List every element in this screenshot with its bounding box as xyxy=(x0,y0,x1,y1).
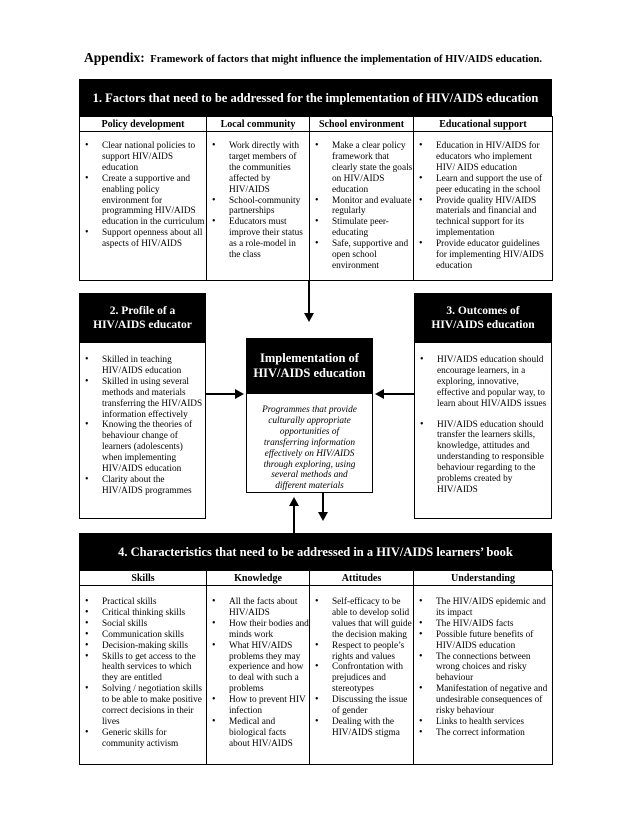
list-item: • Educators must improve their status as a role-model in the class xyxy=(207,217,309,261)
section4-col-header: Attitudes xyxy=(310,571,414,586)
section1-heading: 1. Factors that need to be addressed for the implementation of HIV/AIDS education xyxy=(79,79,552,117)
page-title xyxy=(84,50,624,66)
list-item: • Knowing the theories of behaviour change of learners (adolescents) when implementing HIV/AIDS education xyxy=(80,420,205,475)
arrow-down-shaft-2 xyxy=(322,493,324,513)
section1-col-header: School environment xyxy=(310,117,414,132)
list-item: • Clear national policies to support HIV/AIDS education xyxy=(80,141,206,174)
list-item: • Communication skills xyxy=(80,630,206,641)
section3-heading xyxy=(414,293,552,343)
list-item: • Clarity about the HIV/AIDS programmes xyxy=(80,475,205,497)
list-item: • How their bodies and minds work xyxy=(207,619,309,641)
list-item: • Provide quality HIV/AIDS materials and financial and technical support for its implementation xyxy=(414,196,552,240)
arrow-down-shaft xyxy=(308,281,310,315)
section3-heading-line1: 3. Outcomes of xyxy=(446,305,520,317)
list-item: • The connections between wrong choices and risky behaviour xyxy=(414,652,552,685)
arrow-up-shaft xyxy=(293,505,295,533)
arrow-right-head xyxy=(235,389,244,399)
section2-box xyxy=(79,342,206,519)
section4-col-knowledge xyxy=(207,586,310,765)
section4-col-header: Knowledge xyxy=(207,571,310,586)
section4-col-header: Skills xyxy=(80,571,207,586)
list-item: • Education in HIV/AIDS for educators who implement HIV/ AIDS education xyxy=(414,141,552,174)
center-heading xyxy=(246,338,373,394)
list-item: • The correct information xyxy=(414,728,552,739)
list-item: • How to prevent HIV infection xyxy=(207,695,309,717)
list-item: • Dealing with the HIV/AIDS stigma xyxy=(310,717,413,739)
list-item: • Skills to get access to the health services to which they are entitled xyxy=(80,652,206,685)
center-box xyxy=(246,393,373,493)
arrow-left-shaft xyxy=(384,393,414,395)
section1-col-community xyxy=(207,132,310,281)
list-item: • Make a clear policy framework that clearly state the goals on HIV/AIDS education xyxy=(310,141,413,196)
title-prefix: Appendix: xyxy=(84,50,145,65)
section1-col-support xyxy=(414,132,553,281)
section4-col-skills xyxy=(80,586,207,765)
section3-heading-line2: HIV/AIDS education xyxy=(431,319,535,331)
arrow-down-head-2 xyxy=(318,512,328,521)
list-item: • Provide educator guidelines for implementing HIV/AIDS education xyxy=(414,239,552,272)
section2-heading-line2: HIV/AIDS educator xyxy=(93,319,192,331)
section1-col-header: Policy development xyxy=(80,117,207,132)
list-item: • Decision-making skills xyxy=(80,641,206,652)
list-item: • Support openness about all aspects of HIV/AIDS xyxy=(80,228,206,250)
center-heading-line1: Implementation of xyxy=(260,351,359,365)
center-heading-line2: HIV/AIDS education xyxy=(253,366,366,380)
section4-col-attitudes xyxy=(310,586,414,765)
list-item: • The HIV/AIDS facts xyxy=(414,619,552,630)
list-item: • Safe, supportive and open school environment xyxy=(310,239,413,272)
list-item: • Possible future benefits of HIV/AIDS education xyxy=(414,630,552,652)
section4-col-header: Understanding xyxy=(414,571,553,586)
list-item: • The HIV/AIDS epidemic and its impact xyxy=(414,597,552,619)
list-item: • Create a supportive and enabling policy environment for programming HIV/AIDS education in the curriculum xyxy=(80,174,206,229)
list-item: • Social skills xyxy=(80,619,206,630)
list-item: • Skilled in teaching HIV/AIDS education xyxy=(80,355,205,377)
list-item: • Stimulate peer-educating xyxy=(310,217,413,239)
list-item: • Manifestation of negative and undesirable consequences of risky behaviour xyxy=(414,684,552,717)
list-item: • Respect to people’s rights and values xyxy=(310,641,413,663)
section3-box xyxy=(414,342,552,519)
section4-col-understanding xyxy=(414,586,553,765)
section4-table xyxy=(79,570,553,765)
section2-heading xyxy=(79,293,206,343)
arrow-left-head xyxy=(375,389,384,399)
list-item: • Links to health services xyxy=(414,717,552,728)
center-text: Programmes that provide culturally appropriate opportunities of transferring information effectively on HIV/AIDS through exploring, using several methods and different materials xyxy=(262,405,357,492)
list-item: • HIV/AIDS education should transfer the learners skills, knowledge, attitudes and understanding to responsible behaviour regarding to the problems created by HIV/AIDS xyxy=(415,420,551,496)
title-text: Framework of factors that might influence the implementation of HIV/AIDS education. xyxy=(150,54,542,65)
list-item: • Self-efficacy to be able to develop solid values that will guide the decision making xyxy=(310,597,413,641)
list-item: • Medical and biological facts about HIV/AIDS xyxy=(207,717,309,750)
section4-heading: 4. Characteristics that need to be addressed in a HIV/AIDS learners’ book xyxy=(79,533,552,571)
arrow-right-shaft xyxy=(206,393,236,395)
section2-heading-line1: 2. Profile of a xyxy=(109,305,176,317)
section1-table xyxy=(79,116,553,281)
list-item: • All the facts about HIV/AIDS xyxy=(207,597,309,619)
list-item: • Discussing the issue of gender xyxy=(310,695,413,717)
list-item: • Critical thinking skills xyxy=(80,608,206,619)
list-item: • Solving / negotiation skills to be able to make positive correct decisions in their lives xyxy=(80,684,206,728)
section1-col-header: Educational support xyxy=(414,117,553,132)
section1-col-school xyxy=(310,132,414,281)
list-item: • Confrontation with prejudices and stereotypes xyxy=(310,662,413,695)
list-item: • HIV/AIDS education should encourage learners, in a exploring, innovative, effective and popular way, to learn about HIV/AIDS issues xyxy=(415,355,551,410)
list-item: • School-community partnerships xyxy=(207,196,309,218)
list-item: • What HIV/AIDS problems they may experience and how to deal with such a problems xyxy=(207,641,309,696)
arrow-down-head xyxy=(304,313,314,322)
list-item: • Practical skills xyxy=(80,597,206,608)
list-item: • Learn and support the use of peer educating in the school xyxy=(414,174,552,196)
list-item: • Skilled in using several methods and materials transferring the HIV/AIDS information effectively xyxy=(80,377,205,421)
list-item: • Monitor and evaluate regularly xyxy=(310,196,413,218)
list-item: • Generic skills for community activism xyxy=(80,728,206,750)
section1-col-policy xyxy=(80,132,207,281)
section1-col-header: Local community xyxy=(207,117,310,132)
list-item: • Work directly with target members of the communities affected by HIV/AIDS xyxy=(207,141,309,196)
